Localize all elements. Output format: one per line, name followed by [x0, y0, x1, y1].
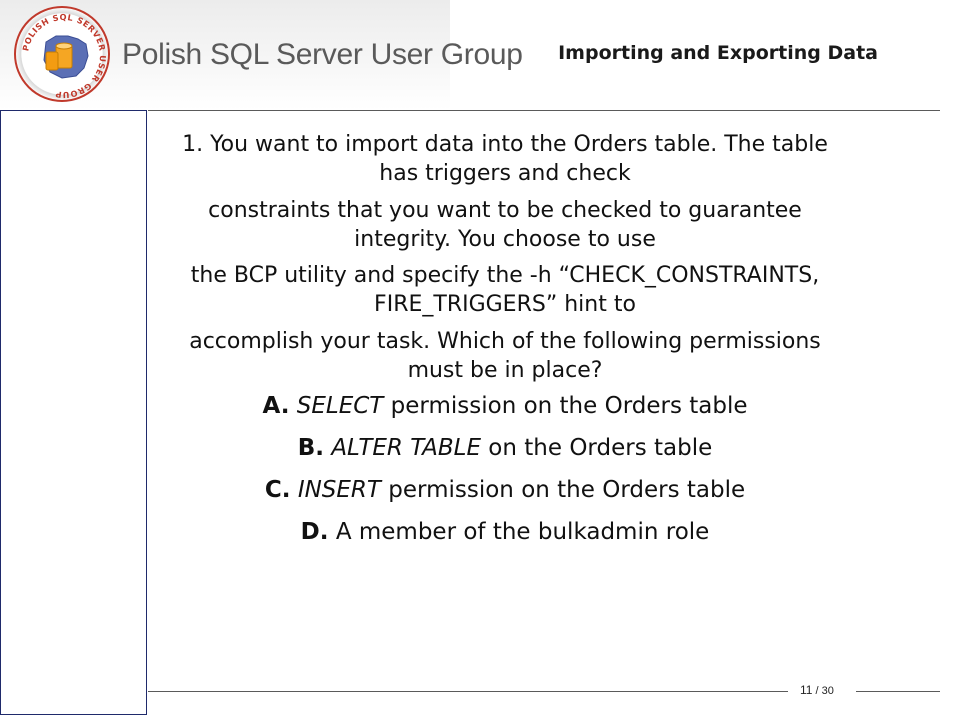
answer-letter: C.	[264, 476, 291, 503]
left-panel	[0, 110, 147, 715]
answer-text: on the Orders table	[481, 434, 713, 461]
answer-emphasis: SELECT	[296, 393, 384, 419]
page-total: 30	[821, 685, 834, 697]
answer-a	[160, 392, 850, 422]
footer-divider-left	[148, 691, 788, 692]
answer-emphasis: INSERT	[297, 476, 381, 503]
logo-emblem	[16, 8, 112, 104]
answer-letter: B.	[297, 434, 325, 461]
page-current: 11	[800, 683, 813, 697]
footer-divider-right	[856, 691, 940, 692]
question-line: the BCP utility and specify the -h “CHECK_CONSTRAINTS, FIRE_TRIGGERS” hint to	[190, 263, 820, 318]
answer-letter: D.	[300, 518, 329, 545]
slide-title: Importing and Exporting Data	[558, 42, 878, 64]
svg-text:POLISH SQL SERVER USER GROUP: POLISH SQL SERVER USER GROUP	[20, 11, 109, 101]
logo	[14, 6, 110, 102]
question-line: constraints that you want to be checked to guarantee integrity. You choose to use	[208, 197, 802, 252]
answer-c	[160, 476, 850, 506]
answer-emphasis: ALTER TABLE	[331, 434, 481, 461]
answer-text: permission on the Orders table	[383, 393, 748, 419]
org-name: Polish SQL Server User Group	[122, 38, 523, 71]
header-divider	[148, 110, 940, 111]
answer-text: permission on the Orders table	[380, 476, 746, 503]
answer-b	[160, 434, 850, 464]
answer-d	[160, 518, 850, 548]
page-counter	[800, 683, 834, 697]
answer-text: A member of the bulkadmin role	[328, 518, 710, 545]
question-line: 1. You want to import data into the Orders table. The table has triggers and check	[182, 132, 828, 187]
page-separator: /	[812, 685, 822, 697]
question-line: accomplish your task. Which of the following permissions must be in place?	[189, 328, 821, 383]
header-band	[0, 0, 523, 110]
question-content	[160, 130, 850, 560]
answer-letter: A.	[262, 393, 290, 419]
